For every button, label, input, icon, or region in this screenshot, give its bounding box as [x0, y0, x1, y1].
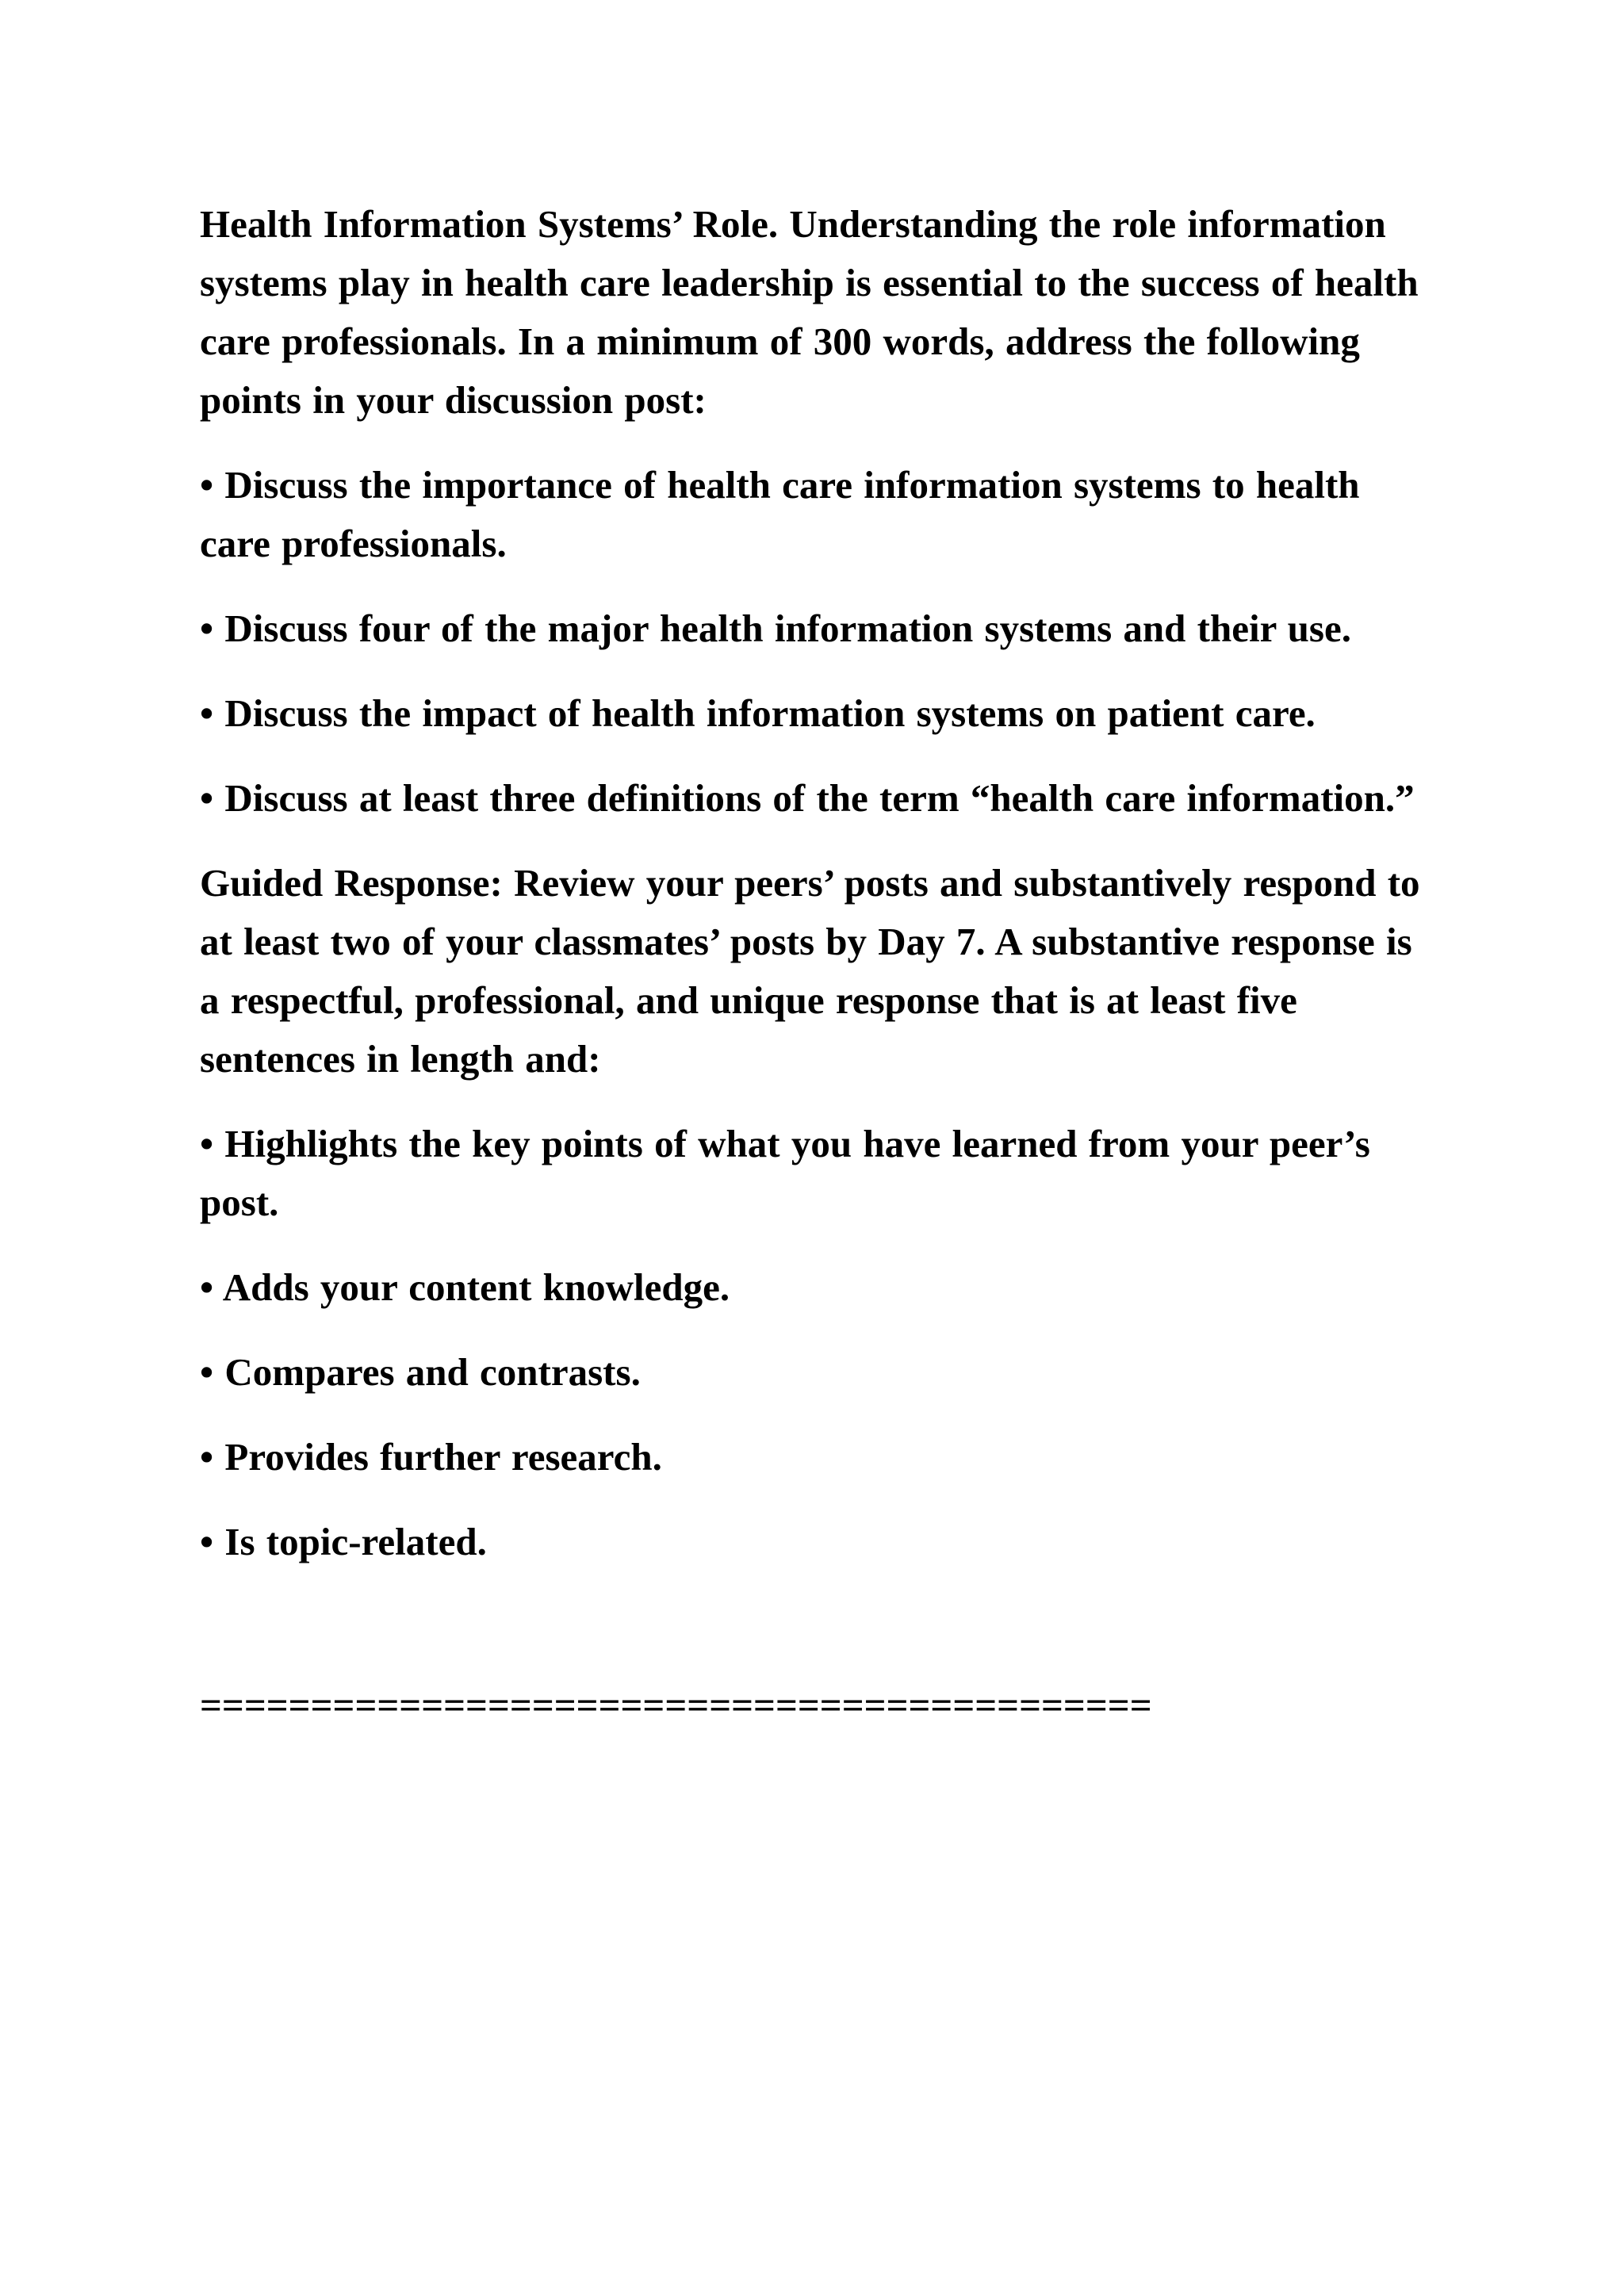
- response-criterion-text: Highlights the key points of what you have learned from your peer’s post.: [200, 1122, 1370, 1224]
- bullet-icon: •: [200, 1520, 214, 1563]
- discussion-point: [200, 769, 1437, 828]
- intro-paragraph: Health Information Systems’ Role. Understanding the role information systems play in health care leadership is essential to the success of health care professionals. In a minimum of 300 words, address the following points in your discussion post:: [200, 202, 1419, 422]
- response-criterion: [200, 1258, 1437, 1317]
- response-criterion: [200, 1343, 1437, 1402]
- discussion-point: [200, 456, 1437, 573]
- discussion-point-text: Discuss the impact of health information systems on patient care.: [224, 691, 1316, 735]
- response-criterion: [200, 1513, 1437, 1571]
- response-criterion-text: Compares and contrasts.: [224, 1350, 641, 1394]
- bullet-icon: •: [200, 1122, 214, 1165]
- response-criterion-text: Provides further research.: [224, 1435, 662, 1479]
- discussion-point: [200, 599, 1437, 658]
- bullet-icon: •: [200, 607, 214, 650]
- guided-response-paragraph: Guided Response: Review your peers’ posts and substantively respond to at least two of your classmates’ posts by Day 7. A substantive response is a respectful, professional, and unique response that is at least five sentences in length and:: [200, 861, 1420, 1081]
- response-criterion: [200, 1115, 1437, 1232]
- bullet-icon: •: [200, 1350, 214, 1394]
- discussion-point-text: Discuss four of the major health information systems and their use.: [224, 607, 1351, 650]
- response-criterion: [200, 1428, 1437, 1487]
- response-criterion-text: Is topic-related.: [224, 1520, 487, 1563]
- bullet-icon: •: [200, 1435, 214, 1479]
- bullet-icon: •: [200, 1265, 214, 1309]
- document-body: [200, 195, 1437, 1735]
- response-criterion-text: Adds your content knowledge.: [222, 1265, 730, 1309]
- bullet-icon: •: [200, 776, 214, 820]
- bullet-icon: •: [200, 463, 214, 507]
- discussion-point-text: Discuss the importance of health care information systems to health care professionals.: [200, 463, 1360, 565]
- separator-line: ===========================================: [200, 1683, 1152, 1727]
- discussion-point: [200, 684, 1437, 743]
- bullet-icon: •: [200, 691, 214, 735]
- discussion-point-text: Discuss at least three definitions of the term “health care information.”: [224, 776, 1415, 820]
